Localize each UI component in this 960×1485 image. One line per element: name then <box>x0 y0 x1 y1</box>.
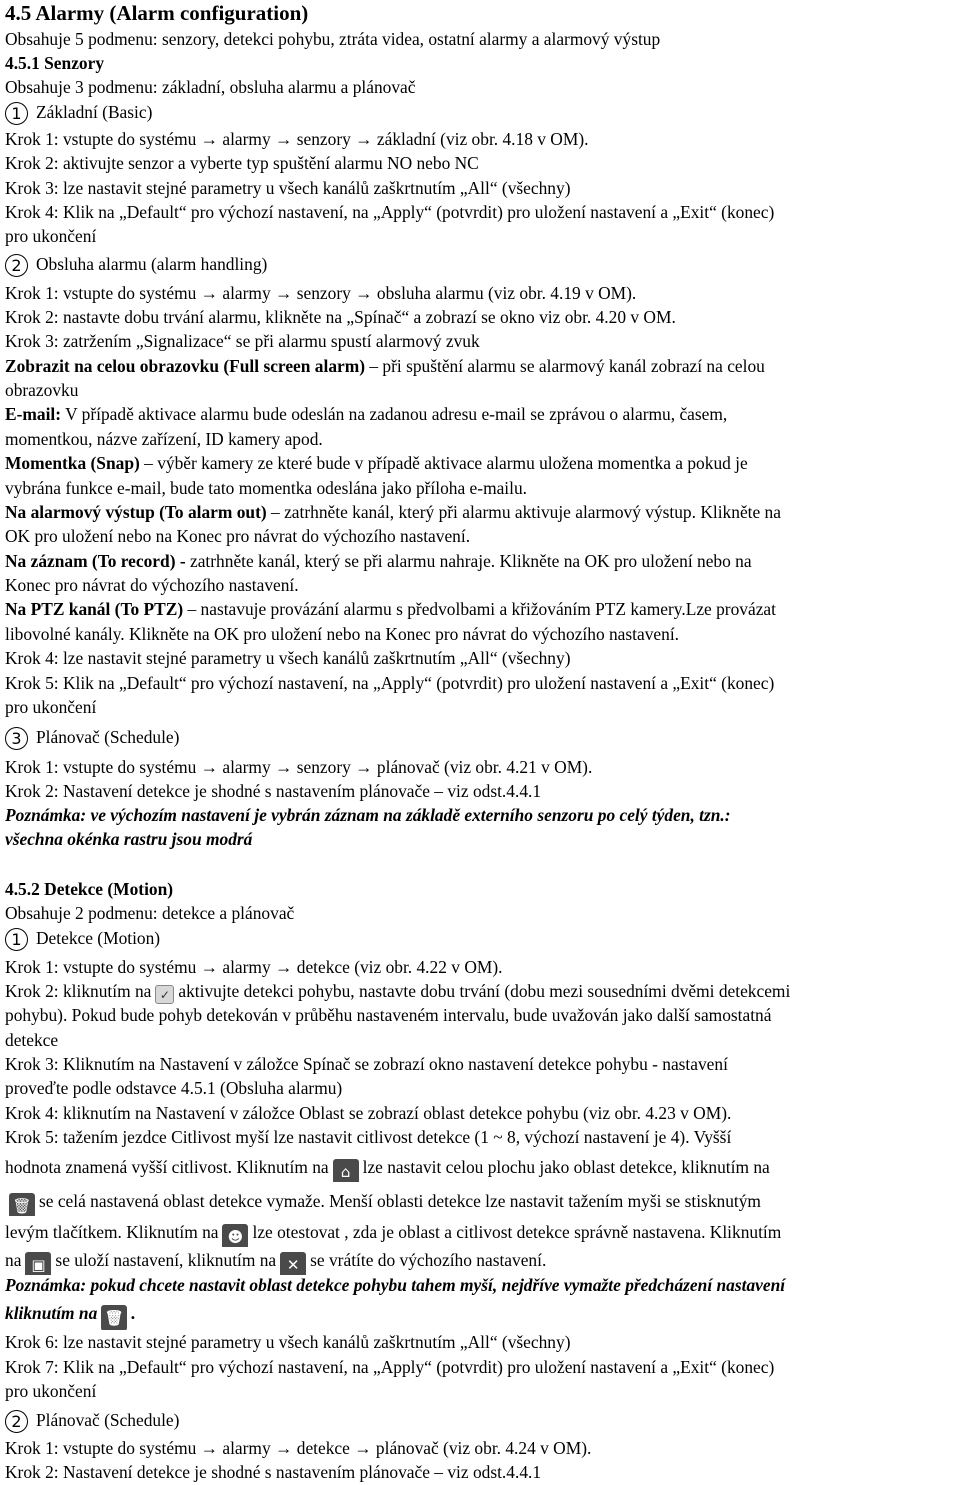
step: Krok 4: lze nastavit stejné parametry u všech kanálů zaškrtnutím „All“ (všechny) <box>5 648 571 668</box>
paragraph: na ▣ se uloží nastavení, kliknutím na ✕ se vrátíte do výchozího nastavení. <box>5 1245 956 1275</box>
list-item: 1 Základní (Basic) <box>5 101 956 125</box>
step: Krok 6: lze nastavit stejné parametry u všech kanálů zaškrtnutím „All“ (všechny) <box>5 1332 571 1352</box>
step: Krok 2: kliknutím na ✓ aktivujte detekci pohybu, nastavte dobu trvání (dobu mezi sousedními dvěmi detekcemi <box>5 981 791 1002</box>
step: Krok 7: Klik na „Default“ pro výchozí nastavení, na „Apply“ (potvrdit) pro uložení nastavení a „Exit“ (konec) <box>5 1357 775 1377</box>
paragraph: Momentka (Snap) – výběr kamery ze které bude v případě aktivace alarmu uložena momentka a pokud je <box>5 453 748 473</box>
paragraph: Konec pro návrat do výchozího nastavení. <box>5 575 299 595</box>
step: Krok 4: kliknutím na Nastavení v záložce Oblast se zobrazí oblast detekce pohybu (viz obr. 4.23 v OM). <box>5 1103 732 1123</box>
trash-icon: 🗑 <box>101 1305 127 1330</box>
paragraph: obrazovku <box>5 380 79 400</box>
step: Krok 4: Klik na „Default“ pro výchozí nastavení, na „Apply“ (potvrdit) pro uložení nastavení a „Exit“ (konec) <box>5 202 775 222</box>
step-continuation: pro ukončení <box>5 226 97 246</box>
step: Krok 5: Klik na „Default“ pro výchozí nastavení, na „Apply“ (potvrdit) pro uložení nastavení a „Exit“ (konec) <box>5 673 775 693</box>
note: Poznámka: ve výchozím nastavení je vybrán záznam na základě externího senzoru po celý týden, tzn.: <box>5 805 731 825</box>
step: Krok 3: zatržením „Signalizace“ se při alarmu spustí alarmový zvuk <box>5 331 480 351</box>
paragraph: E-mail: V případě aktivace alarmu bude odeslán na zadanou adresu e-mail se zprávou o alarmu, časem, <box>5 404 728 424</box>
checkbox-icon: ✓ <box>155 985 174 1004</box>
step: Krok 1: vstupte do systému → alarmy → detekce (viz obr. 4.22 v OM). <box>5 957 503 977</box>
list-item: 2 Plánovač (Schedule) <box>5 1409 956 1433</box>
paragraph: hodnota znamená vyšší citlivost. Kliknutím na ⌂ lze nastavit celou plochu jako oblast detekce, kliknutím na <box>5 1152 956 1182</box>
step: Krok 5: tažením jezdce Citlivost myší lze nastavit citlivost detekce (1 ~ 8, výchozí nastavení je 4). Vyšší <box>5 1127 732 1147</box>
note: všechna okénka rastru jsou modrá <box>5 829 253 849</box>
paragraph: Obsahuje 3 podmenu: základní, obsluha alarmu a plánovač <box>5 77 416 97</box>
circled-number-3: 3 <box>5 727 28 750</box>
paragraph: Zobrazit na celou obrazovku (Full screen alarm) – při spuštění alarmu se alarmový kanál zobrazí na celou <box>5 356 765 376</box>
paragraph: momentkou, názve zařízení, ID kamery apod. <box>5 429 323 449</box>
step: Krok 3: lze nastavit stejné parametry u všech kanálů zaškrtnutím „All“ (všechny) <box>5 178 571 198</box>
paragraph: levým tlačítkem. Kliknutím na ☻ lze otestovat , zda je oblast a citlivost detekce správně nastavena. Kliknutím <box>5 1217 956 1247</box>
home-icon: ⌂ <box>333 1159 359 1182</box>
paragraph: Na alarmový výstup (To alarm out) – zatrhněte kanál, který při alarmu aktivuje alarmový výstup. Klikněte na <box>5 502 781 522</box>
save-icon: ▣ <box>25 1252 51 1275</box>
step: Krok 1: vstupte do systému → alarmy → detekce → plánovač (viz obr. 4.24 v OM). <box>5 1438 592 1458</box>
note: Poznámka: pokud chcete nastavit oblast detekce pohybu tahem myší, nejdříve vymažte předcházení nastavení <box>5 1275 786 1295</box>
circled-number-2: 2 <box>5 254 28 277</box>
paragraph: 🗑 se celá nastavená oblast detekce vymaže. Menší oblasti detekce lze nastavit tažením myši se stisknutým <box>5 1186 956 1216</box>
subsection-heading: 4.5.2 Detekce (Motion) <box>5 879 174 899</box>
paragraph: Obsahuje 5 podmenu: senzory, detekci pohybu, ztráta videa, ostatní alarmy a alarmový výstup <box>5 29 661 49</box>
list-item: 3 Plánovač (Schedule) <box>5 726 956 750</box>
paragraph: vybrána funkce e-mail, bude tato momentka odeslána jako příloha e-mailu. <box>5 478 528 498</box>
paragraph: Obsahuje 2 podmenu: detekce a plánovač <box>5 903 295 923</box>
step: Krok 2: aktivujte senzor a vyberte typ spuštění alarmu NO nebo NC <box>5 153 479 173</box>
note: kliknutím na 🗑 . <box>5 1298 956 1330</box>
step-continuation: pro ukončení <box>5 1381 97 1401</box>
paragraph: Na PTZ kanál (To PTZ) – nastavuje provázání alarmu s předvolbami a křižováním PTZ kamery.Lze provázat <box>5 599 776 619</box>
step: Krok 1: vstupte do systému → alarmy → senzory → základní (viz obr. 4.18 v OM). <box>5 129 589 149</box>
section-heading: 4.5 Alarmy (Alarm configuration) <box>5 2 309 25</box>
circled-number-1: 1 <box>5 102 28 125</box>
paragraph: pohybu). Pokud bude pohyb detekován v průběhu nastaveném intervalu, bude uvažován jako další samostatná <box>5 1005 772 1025</box>
step: Krok 1: vstupte do systému → alarmy → senzory → obsluha alarmu (viz obr. 4.19 v OM). <box>5 283 637 303</box>
step: Krok 2: Nastavení detekce je shodné s nastavením plánovače – viz odst.4.4.1 <box>5 781 542 801</box>
paragraph: libovolné kanály. Klikněte na OK pro uložení nebo na Konec pro návrat do výchozího nastavení. <box>5 624 680 644</box>
circled-number-1: 1 <box>5 928 28 951</box>
trash-icon: 🗑 <box>9 1193 35 1216</box>
paragraph: detekce <box>5 1030 59 1050</box>
step-continuation: pro ukončení <box>5 697 97 717</box>
step: Krok 3: Kliknutím na Nastavení v záložce Spínač se zobrazí okno nastavení detekce pohybu - nastavení <box>5 1054 728 1074</box>
list-item: 2 Obsluha alarmu (alarm handling) <box>5 253 956 277</box>
paragraph: proveďte podle odstavce 4.5.1 (Obsluha alarmu) <box>5 1078 343 1098</box>
step: Krok 2: Nastavení detekce je shodné s nastavením plánovače – viz odst.4.4.1 <box>5 1462 542 1482</box>
step: Krok 2: nastavte dobu trvání alarmu, klikněte na „Spínač“ a zobrazí se okno viz obr. 4.20 v OM. <box>5 307 676 327</box>
circled-number-2: 2 <box>5 1410 28 1433</box>
paragraph: Na záznam (To record) - zatrhněte kanál, který se při alarmu nahraje. Klikněte na OK pro uložení nebo na <box>5 551 752 571</box>
paragraph: OK pro uložení nebo na Konec pro návrat do výchozího nastavení. <box>5 526 471 546</box>
subsection-heading: 4.5.1 Senzory <box>5 53 105 73</box>
list-item: 1 Detekce (Motion) <box>5 927 956 951</box>
step: Krok 1: vstupte do systému → alarmy → senzory → plánovač (viz obr. 4.21 v OM). <box>5 757 593 777</box>
close-icon: ✕ <box>280 1252 306 1275</box>
person-icon: ☻ <box>222 1224 248 1247</box>
